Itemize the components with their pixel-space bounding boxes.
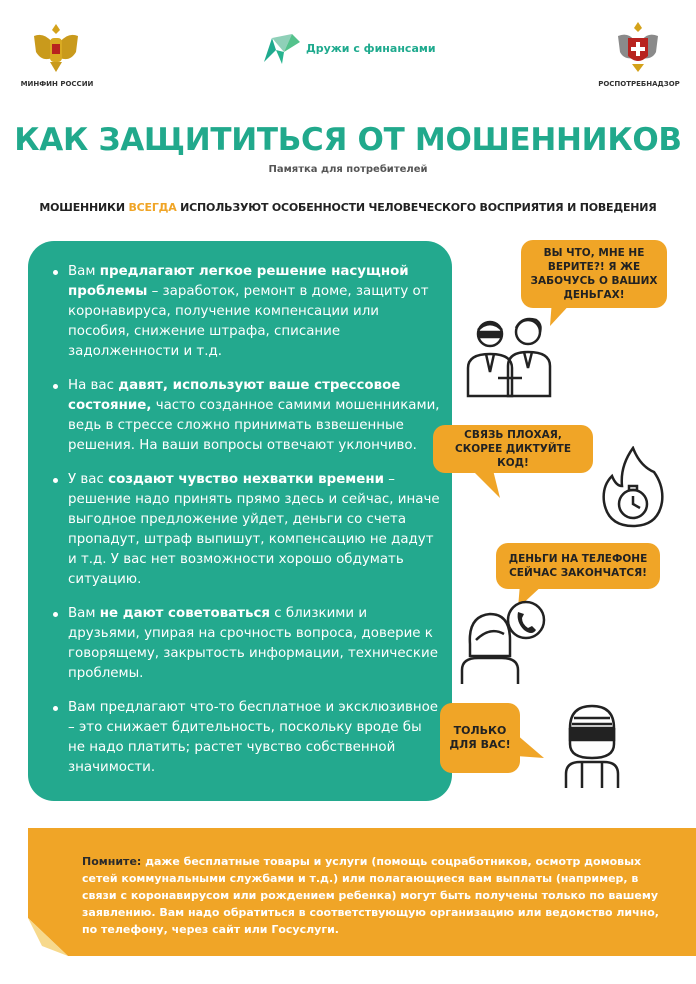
brand-name: Дружи с финансами xyxy=(306,42,436,55)
org-left-label: МИНФИН РОССИИ xyxy=(20,80,94,88)
speech-bubble-money: ДЕНЬГИ НА ТЕЛЕФОНЕ СЕЙЧАС ЗАКОНЧАТСЯ! xyxy=(496,543,660,589)
list-item: На вас давят, используют ваше стрессовое состояние, часто созданное самими мошенниками, ведь в стрессе сложно принимать взвешенные решения. На ваши вопросы отвечают уклончиво. xyxy=(50,376,440,456)
footer-body: даже бесплатные товары и услуги (помощь соцработников, осмотр домовых сетей коммунальными службами и т.д.) или полагающиеся вам выплаты (например, в связи с коронавирусом или рождением ребенка) могут быть получены только по вашему заявлению. Вам надо обратиться в соответствующую организацию или ведомство лично, по телефону, через сайт или Госуслуги. xyxy=(82,855,659,936)
bubble-tail-4 xyxy=(516,732,546,758)
footer-lead: Помните: xyxy=(82,855,142,868)
footer-text xyxy=(82,853,672,938)
rospotrebnadzor-emblem-icon xyxy=(612,18,664,76)
brand-logo-icon xyxy=(262,32,302,66)
two-men-icon xyxy=(464,312,556,398)
woman-phone-icon xyxy=(460,600,556,684)
speech-bubble-exclusive: ТОЛЬКО ДЛЯ ВАС! xyxy=(440,703,520,773)
page-title: КАК ЗАЩИТИТЬСЯ ОТ МОШЕННИКОВ xyxy=(14,122,682,158)
page-subtitle: Памятка для потребителей xyxy=(268,164,428,175)
headline-accent: ВСЕГДА xyxy=(128,201,177,214)
headline-part-b: ИСПОЛЬЗУЮТ ОСОБЕННОСТИ ЧЕЛОВЕЧЕСКОГО ВОСПРИЯТИЯ И ПОВЕДЕНИЯ xyxy=(176,201,657,214)
list-item: Вам предлагают что-то бесплатное и эксклюзивное – это снижает бдительность, поскольку вроде бы не надо платить; растет чувство собственной значимости. xyxy=(50,698,440,778)
org-right-label: РОСПОТРЕБНАДЗОР xyxy=(598,80,680,88)
headline xyxy=(0,201,696,214)
list-item: Вам предлагают легкое решение насущной проблемы – заработок, ремонт в доме, защиту от коронавируса, получение компенсации или пособия, снижение штрафа, списание задолженности и т.д. xyxy=(50,262,440,362)
burning-clock-icon xyxy=(600,446,666,528)
tips-list xyxy=(50,262,440,792)
speech-bubble-trust: ВЫ ЧТО, МНЕ НЕ ВЕРИТЕ?! Я ЖЕ ЗАБОЧУСЬ О ВАШИХ ДЕНЬГАХ! xyxy=(521,240,667,308)
thief-icon xyxy=(560,702,624,788)
list-item: У вас создают чувство нехватки времени – решение надо принять прямо здесь и сейчас, иначе выгодное предложение уйдет, деньги со счета пропадут, штраф выпишут, компенсацию не дадут и т.д. У вас нет возможности хорошо обдумать ситуацию. xyxy=(50,470,440,590)
minfin-emblem-icon xyxy=(30,18,82,76)
list-item: Вам не дают советоваться с близкими и друзьями, упирая на срочность вопроса, доверие к говорящему, закрытость информации, технические проблемы. xyxy=(50,604,440,684)
page-fold-corner xyxy=(28,918,68,956)
headline-part-a: МОШЕННИКИ xyxy=(39,201,129,214)
speech-bubble-code: СВЯЗЬ ПЛОХАЯ, СКОРЕЕ ДИКТУЙТЕ КОД! xyxy=(433,425,593,473)
